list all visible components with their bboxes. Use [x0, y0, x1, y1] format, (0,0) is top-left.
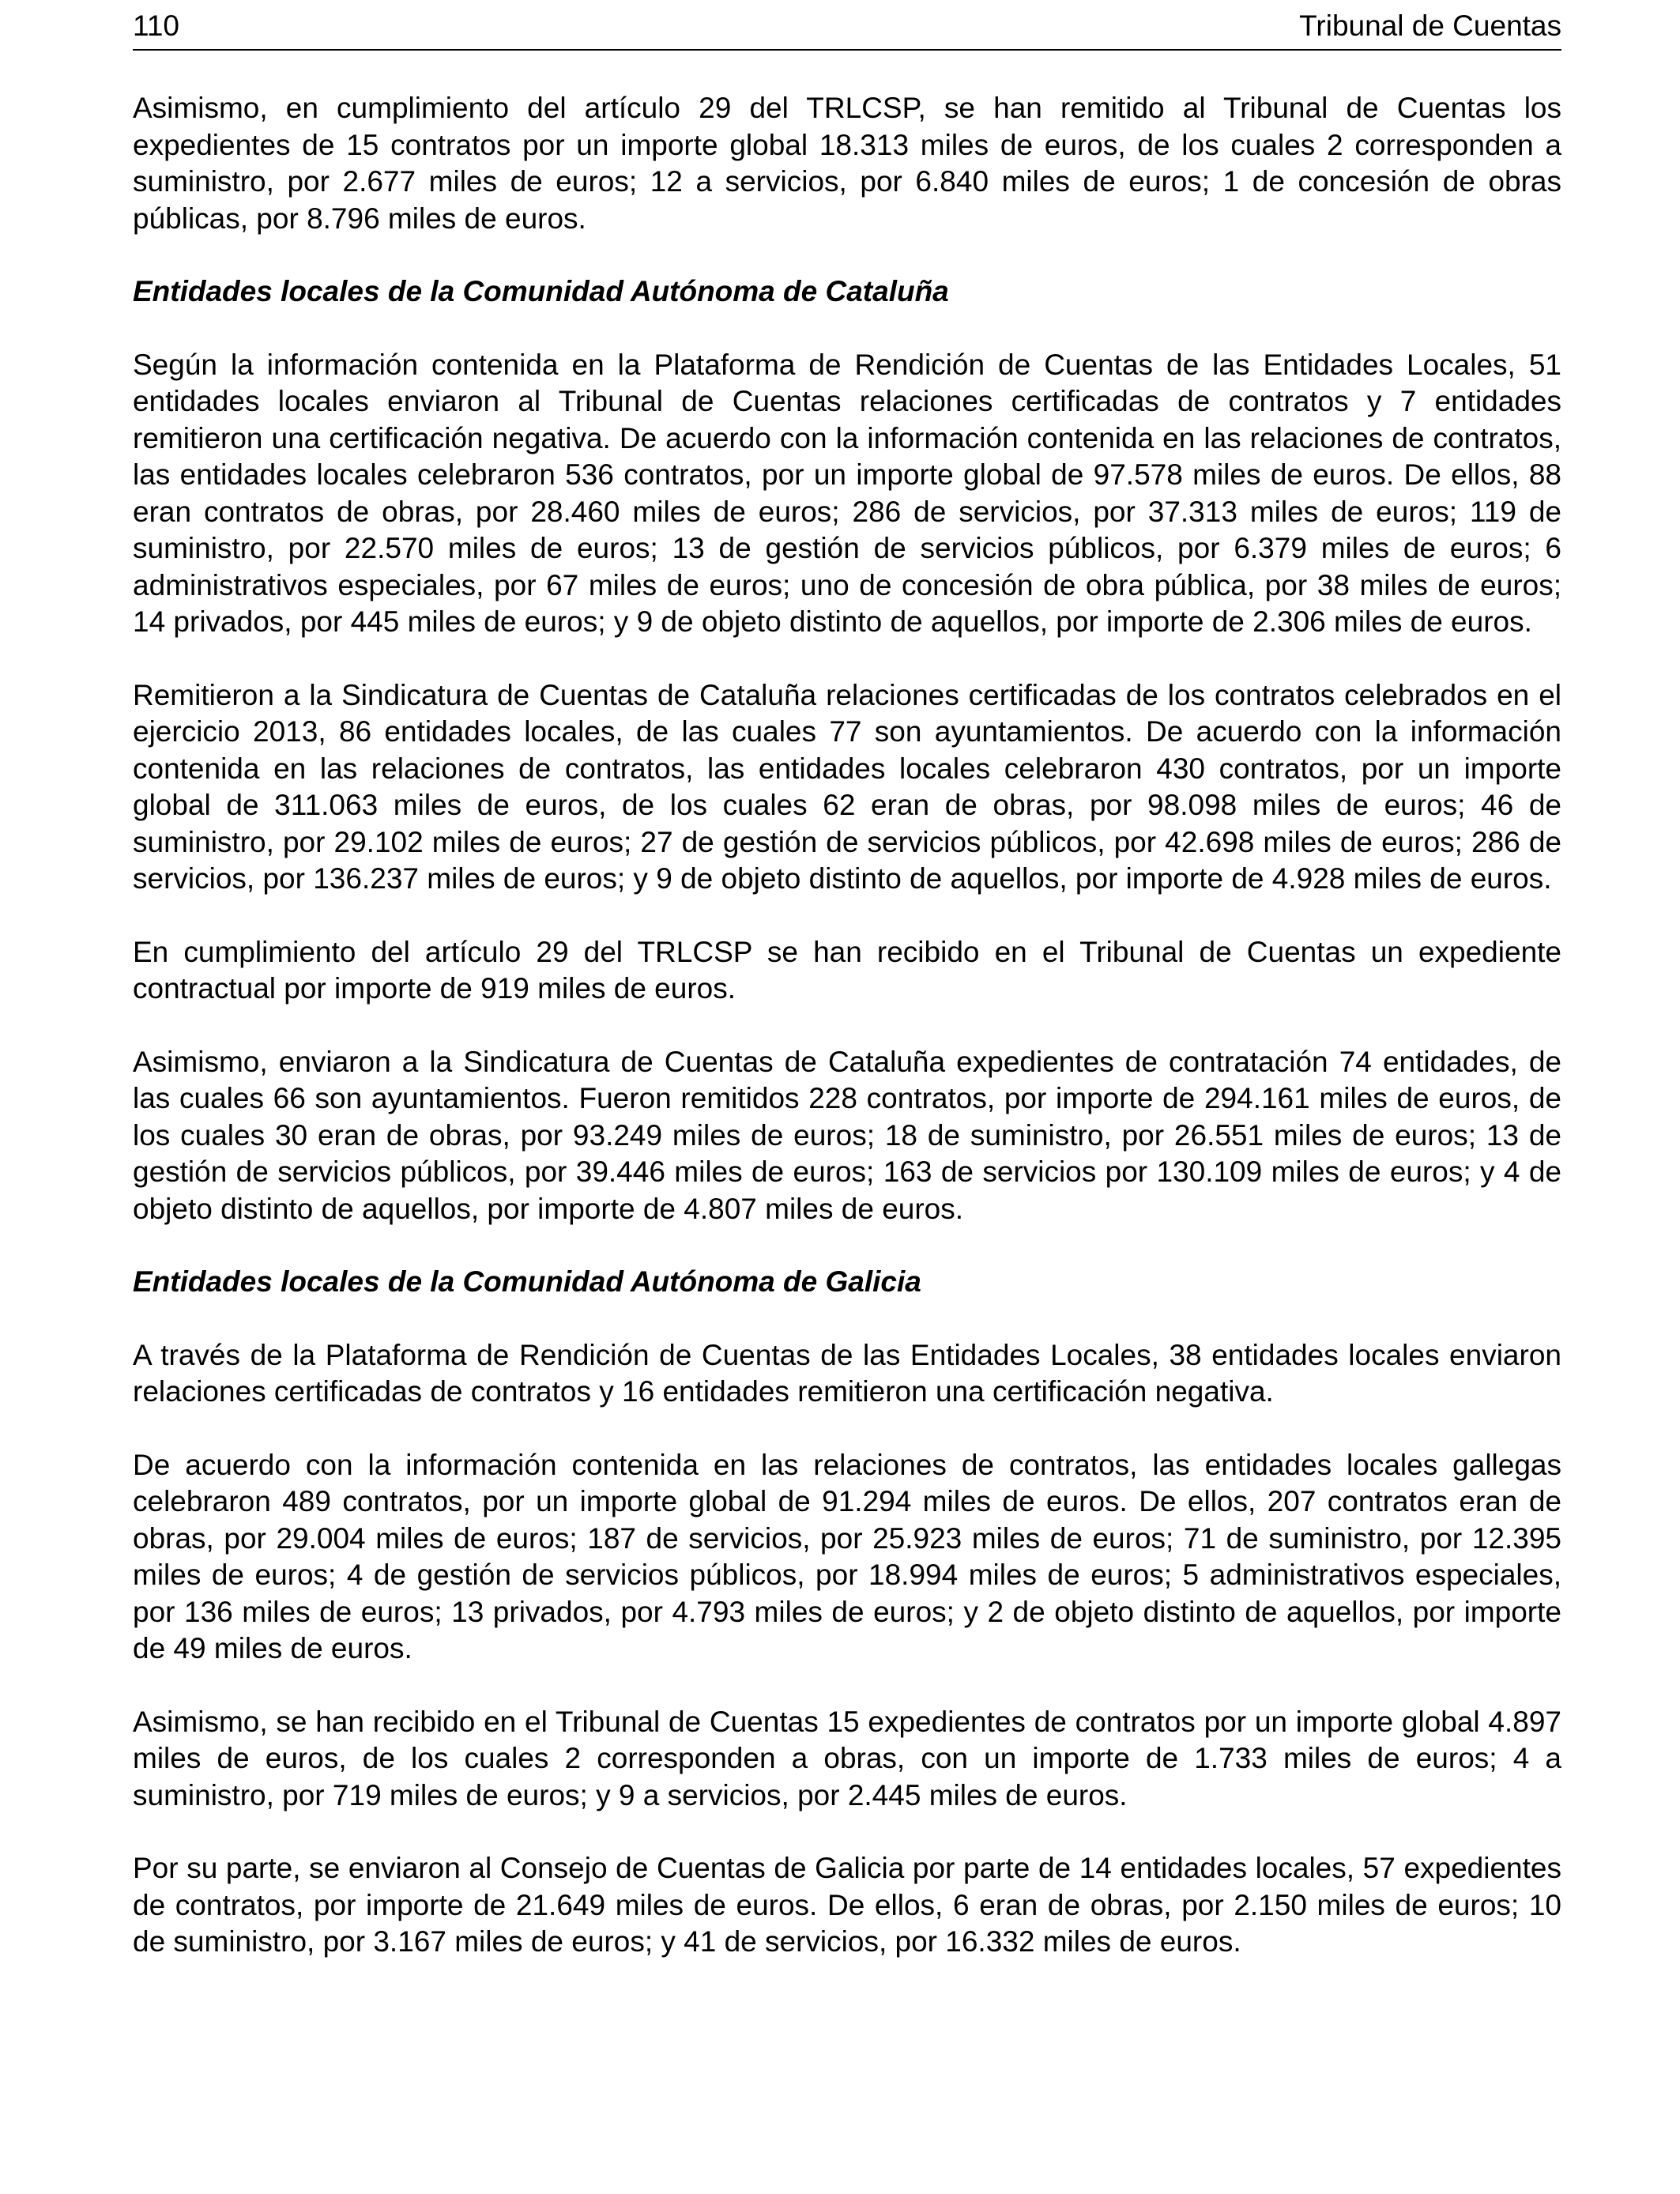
page-header — [133, 0, 1561, 51]
document-body — [133, 51, 1561, 1961]
document-page — [133, 0, 1561, 1997]
running-title: Tribunal de Cuentas — [1299, 9, 1561, 42]
paragraph: Según la información contenida en la Plataforma de Rendición de Cuentas de las Entidades Locales, 51 entidades locales enviaron al Tribunal de Cuentas relaciones certificadas de contratos y 7 entidades remitieron una certificación negativa. De acuerdo con la información contenida en las relaciones de contratos, las entidades locales celebraron 536 contratos, por un importe global de 97.578 miles de euros. De ellos, 88 eran contratos de obras, por 28.460 miles de euros; 286 de servicios, por 37.313 miles de euros; 119 de suministro, por 22.570 miles de euros; 13 de gestión de servicios públicos, por 6.379 miles de euros; 6 administrativos especiales, por 67 miles de euros; uno de concesión de obra pública, por 38 miles de euros; 14 privados, por 445 miles de euros; y 9 de objeto distinto de aquellos, por importe de 2.306 miles de euros. — [133, 348, 1561, 638]
paragraph: Asimismo, enviaron a la Sindicatura de Cuentas de Cataluña expedientes de contratación 74 entidades, de las cuales 66 son ayuntamientos. Fueron remitidos 228 contratos, por importe de 294.161 miles de euros, de los cuales 30 eran de obras, por 93.249 miles de euros; 18 de suministro, por 26.551 miles de euros; 13 de gestión de servicios públicos, por 39.446 miles de euros; 163 de servicios por 130.109 miles de euros; y 4 de objeto distinto de aquellos, por importe de 4.807 miles de euros. — [133, 1045, 1561, 1225]
section-heading-galicia: Entidades locales de la Comunidad Autónoma de Galicia — [133, 1265, 921, 1298]
paragraph: Asimismo, en cumplimiento del artículo 29 del TRLCSP, se han remitido al Tribunal de Cuentas los expedientes de 15 contratos por un importe global 18.313 miles de euros, de los cuales 2 corresponden a suministro, por 2.677 miles de euros; 12 a servicios, por 6.840 miles de euros; 1 de concesión de obras públicas, por 8.796 miles de euros. — [133, 92, 1561, 235]
paragraph: A través de la Plataforma de Rendición de Cuentas de las Entidades Locales, 38 entidades locales enviaron relaciones certificadas de contratos y 16 entidades remitieron una certificación negativa. — [133, 1338, 1561, 1408]
page-number: 110 — [133, 9, 179, 42]
section-heading-cataluna: Entidades locales de la Comunidad Autónoma de Cataluña — [133, 275, 949, 307]
paragraph: Por su parte, se enviaron al Consejo de Cuentas de Galicia por parte de 14 entidades locales, 57 expedientes de contratos, por importe de 21.649 miles de euros. De ellos, 6 eran de obras, por 2.150 miles de euros; 10 de suministro, por 3.167 miles de euros; y 41 de servicios, por 16.332 miles de euros. — [133, 1852, 1561, 1958]
paragraph: De acuerdo con la información contenida en las relaciones de contratos, las entidades locales gallegas celebraron 489 contratos, por un importe global de 91.294 miles de euros. De ellos, 207 contratos eran de obras, por 29.004 miles de euros; 187 de servicios, por 25.923 miles de euros; 71 de suministro, por 12.395 miles de euros; 4 de gestión de servicios públicos, por 18.994 miles de euros; 5 administrativos especiales, por 136 miles de euros; 13 privados, por 4.793 miles de euros; y 2 de objeto distinto de aquellos, por importe de 49 miles de euros. — [133, 1448, 1561, 1664]
paragraph: Remitieron a la Sindicatura de Cuentas de Cataluña relaciones certificadas de los contratos celebrados en el ejercicio 2013, 86 entidades locales, de las cuales 77 son ayuntamientos. De acuerdo con la información contenida en las relaciones de contratos, las entidades locales celebraron 430 contratos, por un importe global de 311.063 miles de euros, de los cuales 62 eran de obras, por 98.098 miles de euros; 46 de suministro, por 29.102 miles de euros; 27 de gestión de servicios públicos, por 42.698 miles de euros; 286 de servicios, por 136.237 miles de euros; y 9 de objeto distinto de aquellos, por importe de 4.928 miles de euros. — [133, 678, 1561, 895]
paragraph: Asimismo, se han recibido en el Tribunal de Cuentas 15 expedientes de contratos por un importe global 4.897 miles de euros, de los cuales 2 corresponden a obras, con un importe de 1.733 miles de euros; 4 a suministro, por 719 miles de euros; y 9 a servicios, por 2.445 miles de euros. — [133, 1705, 1561, 1811]
paragraph: En cumplimiento del artículo 29 del TRLCSP se han recibido en el Tribunal de Cuentas un expediente contractual por importe de 919 miles de euros. — [133, 935, 1561, 1005]
